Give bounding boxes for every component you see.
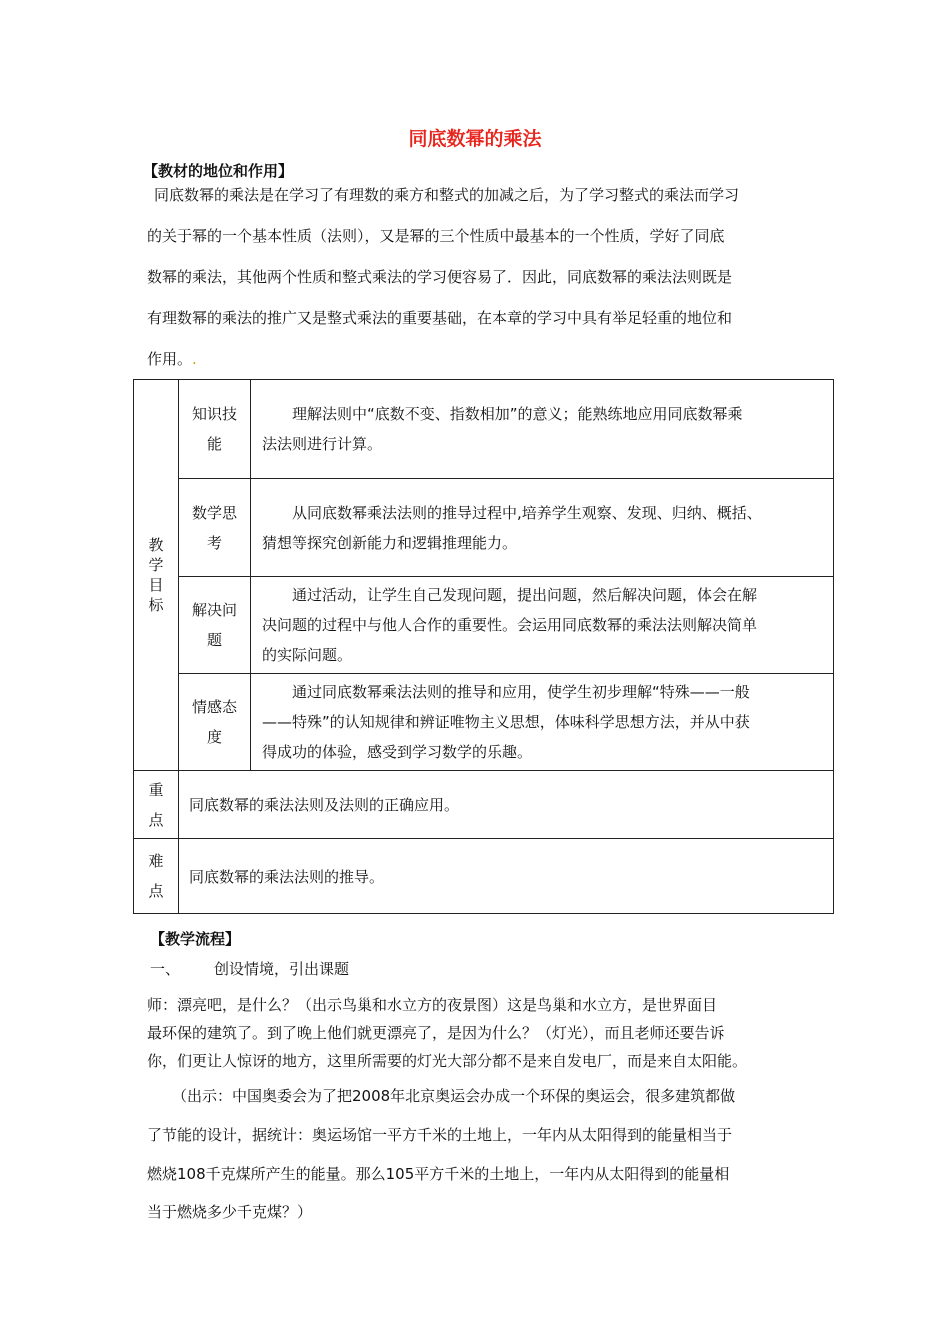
objective-label: 解决问题 <box>191 601 237 649</box>
quote-line-2: 了节能的设计，据统计：奥运场馆一平方千米的土地上，一年内从太阳得到的能量相当于 <box>147 1126 733 1144</box>
dialogue-line-3: 你，们更让人惊讶的地方，这里所需要的灯光大部分都不是来自发电厂，而是来自太阳能。 <box>147 1052 748 1070</box>
objective-label-cell <box>179 577 251 674</box>
objective-desc-cell <box>251 674 834 771</box>
step-number: 一、 <box>150 960 181 978</box>
objective-desc-line: 法法则进行计算。 <box>262 435 383 453</box>
objective-desc-line: ——特殊”的认知规律和辨证唯物主义思想，体味科学思想方法，并从中获 <box>262 713 750 731</box>
objectives-group-cell <box>134 380 179 771</box>
objective-label-cell <box>179 674 251 771</box>
section-heading-role: 【教材的地位和作用】 <box>143 162 294 180</box>
objective-desc-line: 理解法则中“底数不变、指数相加”的意义；能熟练地应用同底数幂乘 <box>292 405 743 423</box>
objective-label: 知识技能 <box>191 405 237 453</box>
quote-line-4: 当于燃烧多少千克煤？） <box>147 1203 313 1221</box>
quote-line-3: 燃烧108千克煤所产生的能量。那么105平方千米的土地上，一年内从太阳得到的能量相 <box>147 1165 730 1183</box>
step-title: 创设情境，引出课题 <box>214 960 350 978</box>
trailing-mark: . <box>192 350 197 368</box>
intro-line-4: 有理数幂的乘法的推广又是整式乘法的重要基础，在本章的学习中具有举足轻重的地位和 <box>147 309 733 327</box>
objective-desc-line: 得成功的体验，感受到学习数学的乐趣。 <box>262 743 533 761</box>
key-point-text: 同底数幂的乘法法则及法则的正确应用。 <box>179 771 834 839</box>
dialogue-line-1: 师：漂亮吧，是什么？（出示鸟巢和水立方的夜景图）这是鸟巢和水立方，是世界面目 <box>147 996 718 1014</box>
objectives-group-label: 教学目标 <box>148 536 164 614</box>
key-point-label: 重点 <box>148 780 164 829</box>
objective-desc-cell <box>251 380 834 479</box>
objective-label: 数学思考 <box>191 503 237 552</box>
intro-line-3: 数幂的乘法，其他两个性质和整式乘法的学习便容易了．因此，同底数幂的乘法法则既是 <box>147 268 733 286</box>
objective-desc-line: 决问题的过程中与他人合作的重要性。会运用同底数幂的乘法法则解决简单 <box>262 616 758 634</box>
objective-label-cell <box>179 479 251 577</box>
intro-line-5 <box>147 339 197 380</box>
key-point-label-cell <box>134 771 179 839</box>
difficulty-label-cell <box>134 839 179 914</box>
objective-desc-line: 的实际问题。 <box>262 646 353 664</box>
quote-line-1: （出示：中国奥委会为了把2008年北京奥运会办成一个环保的奥运会，很多建筑都做 <box>172 1087 736 1105</box>
objectives-table <box>133 379 834 914</box>
objective-desc-cell <box>251 479 834 577</box>
objective-row <box>134 380 834 479</box>
objective-desc-line: 通过同底数幂乘法法则的推导和应用，使学生初步理解“特殊——一般 <box>292 683 750 701</box>
objective-desc-line: 从同底数幂乘法法则的推导过程中,培养学生观察、发现、归纳、概括、 <box>292 503 762 522</box>
objective-row <box>134 479 834 577</box>
key-point-row <box>134 771 834 839</box>
intro-line-5-text: 作用。 <box>147 350 193 368</box>
difficulty-row <box>134 839 834 914</box>
objective-desc-line: 通过活动，让学生自己发现问题，提出问题，然后解决问题，体会在解 <box>292 586 758 604</box>
difficulty-label: 难点 <box>148 852 164 900</box>
objective-desc-cell <box>251 577 834 674</box>
objective-desc-line: 猜想等探究创新能力和逻辑推理能力。 <box>262 533 518 552</box>
difficulty-text: 同底数幂的乘法法则的推导。 <box>179 839 834 914</box>
intro-line-2: 的关于幂的一个基本性质（法则），又是幂的三个性质中最基本的一个性质，学好了同底 <box>147 227 725 245</box>
objective-label-cell <box>179 380 251 479</box>
intro-line-1: 同底数幂的乘法是在学习了有理数的乘方和整式的加减之后，为了学习整式的乘法而学习 <box>154 186 740 204</box>
objective-row <box>134 674 834 771</box>
dialogue-line-2: 最环保的建筑了。到了晚上他们就更漂亮了，是因为什么？（灯光），而且老师还要告诉 <box>147 1024 725 1042</box>
objective-label: 情感态度 <box>191 698 237 746</box>
section-heading-flow: 【教学流程】 <box>150 930 241 948</box>
objective-row <box>134 577 834 674</box>
step-heading <box>150 958 349 979</box>
page-title: 同底数幂的乘法 <box>408 128 542 150</box>
